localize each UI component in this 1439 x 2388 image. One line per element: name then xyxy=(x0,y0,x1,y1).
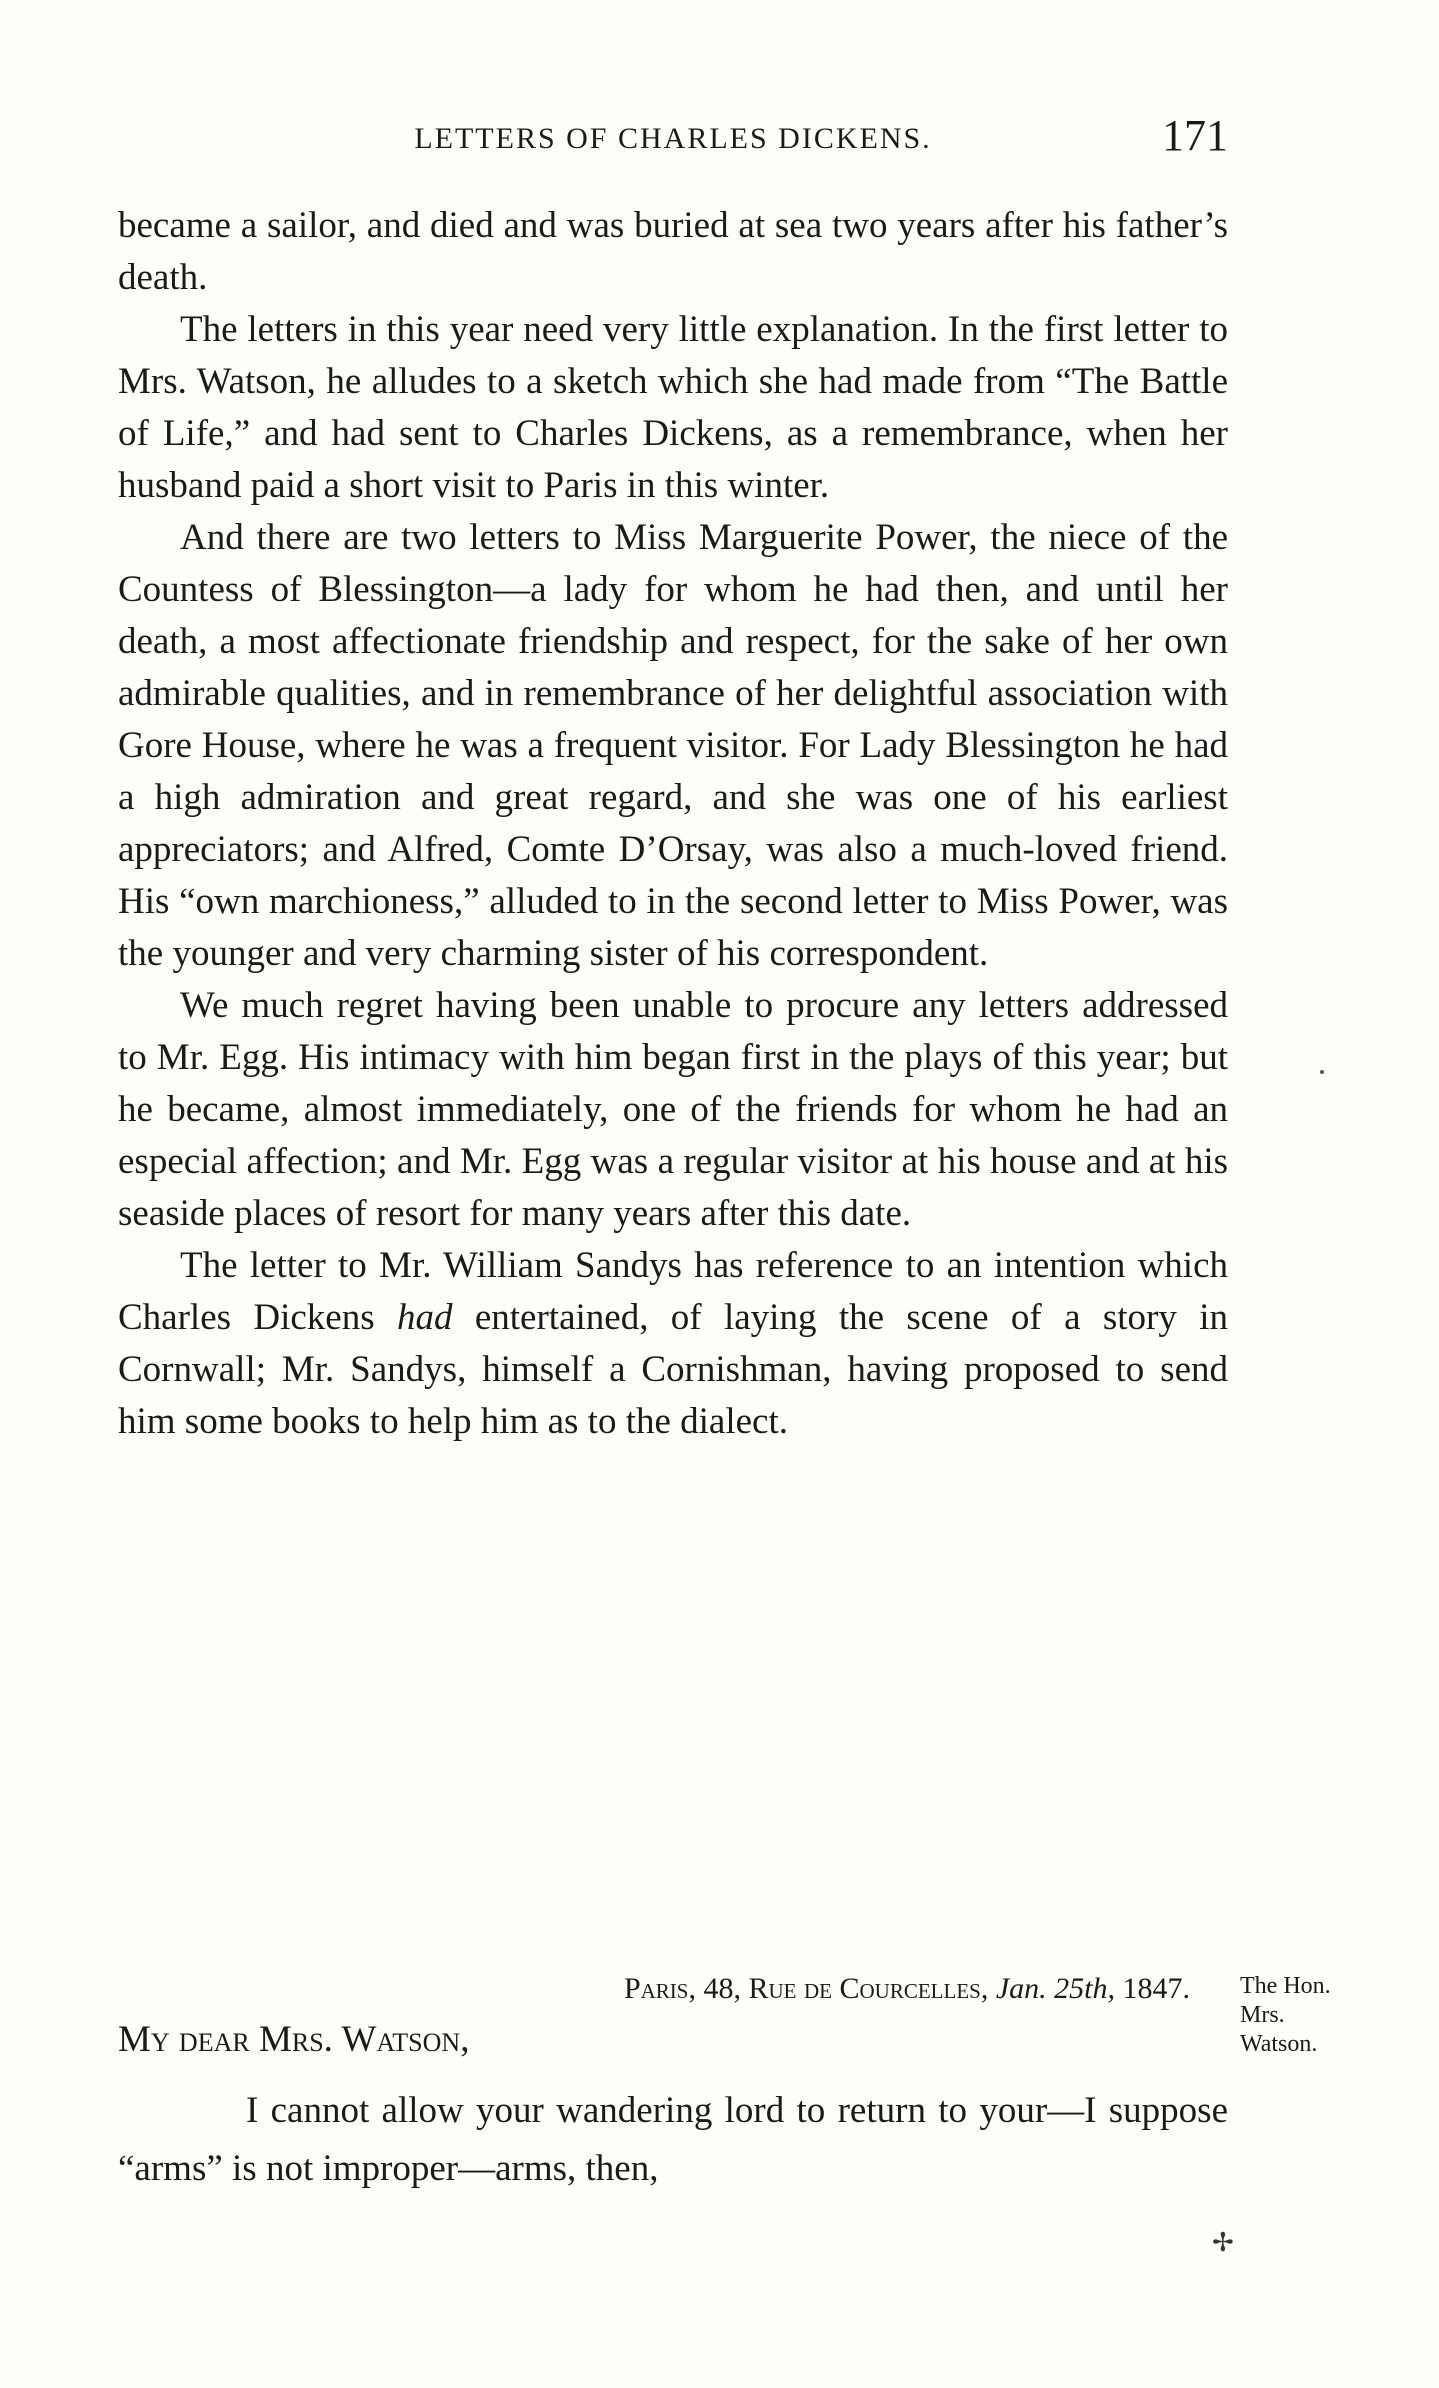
sandys-emphasis: had xyxy=(396,1297,453,1338)
paragraph-continuation: became a sailor, and died and was buried at sea two years after his father’s death. xyxy=(118,205,1228,298)
print-speck xyxy=(1320,1070,1324,1074)
margin-recipient-note xyxy=(1240,1972,1390,2059)
letter-salutation: My dear Mrs. Watson, xyxy=(118,2019,470,2060)
running-head xyxy=(118,110,1228,170)
page-number: 171 xyxy=(1162,111,1228,160)
paragraph-marguerite-power: And there are two letters to Miss Marguerite Power, the niece of the Countess of Blessington—a lady for whom he had then, and until her death, a most affectionate friendship and respect, for the sake of her own admirable qualities, and in remembrance of her delightful association with Gore House, where he was a frequent visitor. For Lady Blessington he had a high admiration and great regard, and she was one of his earliest appreciators; and Alfred, Comte D’Orsay, was also a much-loved friend. His “own marchioness,” alluded to in the second letter to Miss Power, was the younger and very charming sister of his correspondent. xyxy=(118,517,1228,974)
letter-dateline xyxy=(118,1972,1190,2006)
paragraph-mr-egg: We much regret having been unable to procure any letters addressed to Mr. Egg. His intimacy with him began first in the plays of this year; but he became, almost immediately, one of the friends for whom he had an especial affection; and Mr. Egg was a regular visitor at his house and at his seaside places of resort for many years after this date. xyxy=(118,985,1228,1234)
margin-line: The Hon. xyxy=(1240,1973,1331,1999)
paragraph-letters-explanation: The letters in this year need very little explanation. In the first letter to Mrs. Watson, he alludes to a sketch which she had made from “The Battle of Life,” and had sent to Charles Dickens, as a remembrance, when her husband paid a short visit to Paris in this winter. xyxy=(118,309,1228,506)
letter-body xyxy=(118,2082,1228,2198)
dateline-place: Paris, 48, Rue de Courcelles, xyxy=(623,1972,996,2005)
running-title: LETTERS OF CHARLES DICKENS. xyxy=(414,122,932,155)
dateline-month: Jan. xyxy=(995,1972,1047,2005)
sandys-text-before: The letter to Mr. William Sandys has reference to an intention which Charles Dickens xyxy=(118,1245,1228,1338)
dateline-year: 1847. xyxy=(1115,1972,1190,2005)
body-text xyxy=(118,200,1228,1448)
dateline-day: 25th, xyxy=(1046,1972,1115,2005)
sandys-text-after: entertained, of laying the scene of a story in Cornwall; Mr. Sandys, himself a Cornishman, having proposed to send him some books to help him as to the dialect. xyxy=(118,1297,1228,1442)
paragraph-william-sandys xyxy=(118,1240,1228,1448)
catchword-mark-icon: ✢ xyxy=(1212,2228,1234,2257)
letter-opening-paragraph: I cannot allow your wandering lord to return to your—I suppose “arms” is not improper—arms, then, xyxy=(118,2090,1228,2189)
margin-line: Watson. xyxy=(1240,2031,1318,2057)
margin-line: Mrs. xyxy=(1240,2002,1285,2028)
